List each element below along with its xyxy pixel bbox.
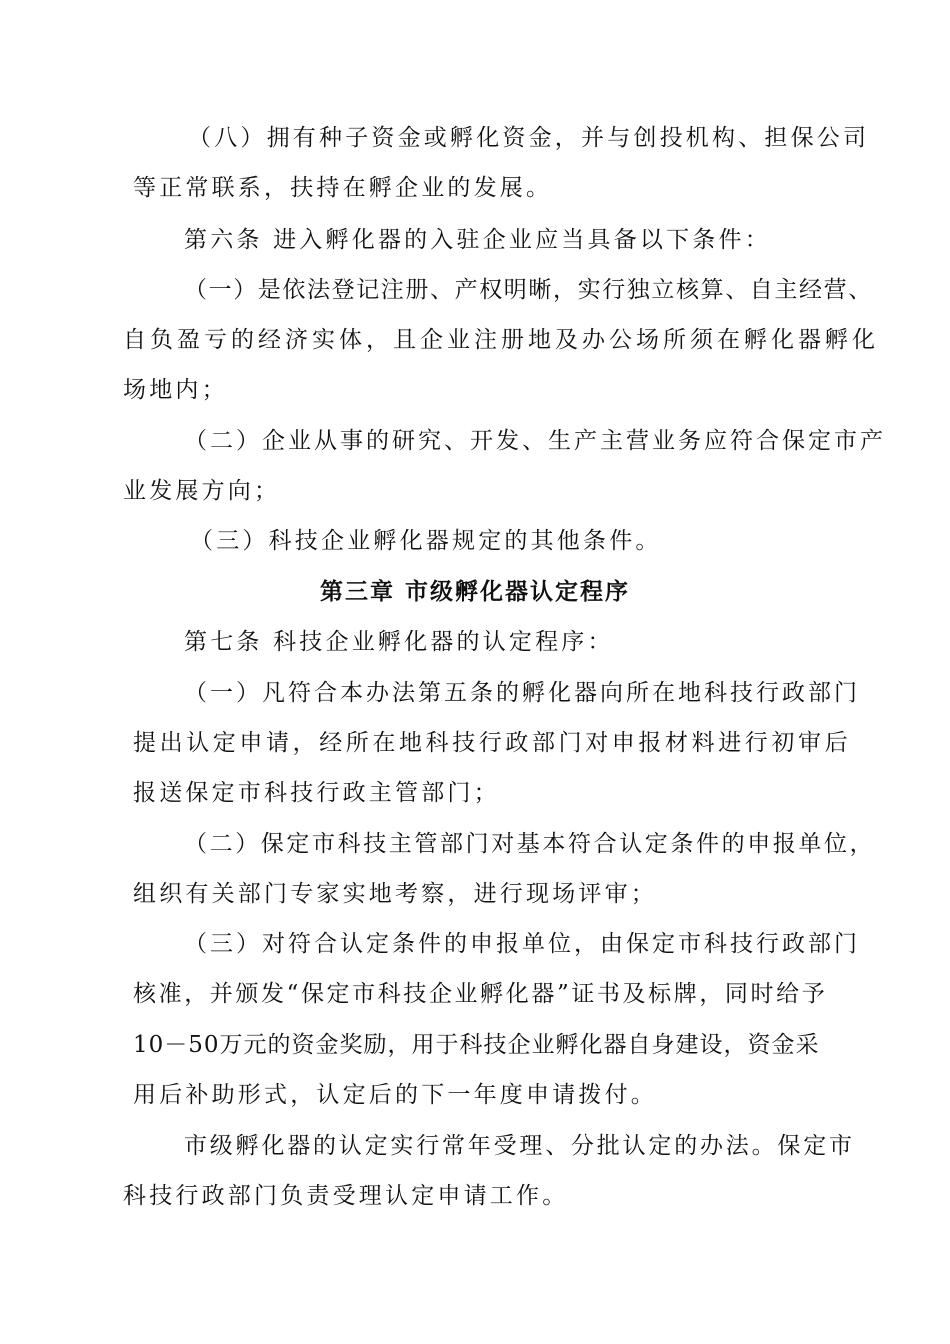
paragraph-line-8: 业发展方向； [123, 478, 281, 504]
chapter-heading: 第三章 市级孵化器认定程序 [319, 578, 630, 605]
paragraph-line-20: 市级孵化器的认定实行常年受理、分批认定的办法。保定市 [184, 1133, 855, 1159]
paragraph-line-16: （三）对符合认定条件的申报单位，由保定市科技行政部门 [184, 931, 860, 957]
paragraph-line-15: 组织有关部门专家实地考察，进行现场评审； [133, 881, 657, 907]
paragraph-line-19: 用后补助形式，认定后的下一年度申请拨付。 [133, 1082, 657, 1108]
paragraph-line-2: 等正常联系，扶持在孵企业的发展。 [133, 175, 553, 201]
paragraph-line-1: （八）拥有种子资金或孵化资金，并与创投机构、担保公司 [188, 125, 870, 151]
paragraph-line-9: （三）科技企业孵化器规定的其他条件。 [190, 528, 662, 554]
paragraph-line-12: 提出认定申请，经所在地科技行政部门对申报材料进行初审后 [133, 730, 852, 756]
paragraph-line-7: （二）企业从事的研究、开发、生产主营业务应符合保定市产 [184, 428, 886, 454]
paragraph-line-13: 报送保定市科技行政主管部门； [133, 780, 500, 806]
paragraph-line-14: （二）保定市科技主管部门对基本符合认定条件的申报单位， [184, 831, 876, 857]
paragraph-line-4: （一）是依法登记注册、产权明晰，实行独立核算、自主经营、 [184, 277, 873, 303]
paragraph-line-18: 10－50万元的资金奖励，用于科技企业孵化器自身建设，资金采 [133, 1032, 820, 1058]
article-7-title: 第七条 科技企业孵化器的认定程序： [184, 629, 614, 655]
paragraph-line-6: 场地内； [123, 377, 228, 403]
paragraph-line-5: 自负盈亏的经济实体，且企业注册地及办公场所须在孵化器孵化 [123, 327, 879, 353]
paragraph-line-21: 科技行政部门负责受理认定申请工作。 [123, 1183, 569, 1209]
paragraph-line-17: 核准，并颁发“保定市科技企业孵化器”证书及标牌，同时给予 [133, 981, 828, 1007]
paragraph-line-11: （一）凡符合本办法第五条的孵化器向所在地科技行政部门 [184, 680, 860, 706]
article-6-title: 第六条 进入孵化器的入驻企业应当具备以下条件： [184, 227, 771, 253]
